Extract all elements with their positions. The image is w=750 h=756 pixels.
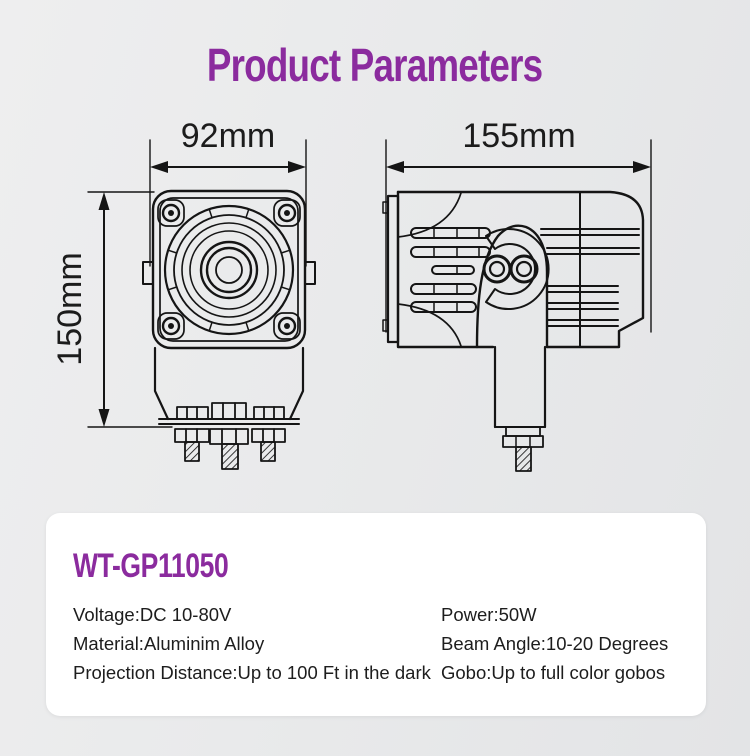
front-lens bbox=[165, 206, 293, 334]
side-housing bbox=[398, 192, 643, 347]
bracket-knobs bbox=[484, 256, 537, 282]
arrowhead-right-icon bbox=[633, 161, 651, 173]
side-front-bezel bbox=[383, 196, 398, 342]
arrowhead-up-icon bbox=[99, 192, 110, 210]
side-length-dimension-label: 155mm bbox=[462, 117, 576, 155]
model-line bbox=[73, 549, 679, 583]
front-width-dimension-label: 92mm bbox=[180, 117, 276, 155]
corner-screws bbox=[158, 200, 300, 339]
arrowhead-right-icon bbox=[288, 161, 306, 173]
spec-item-voltage: Voltage:DC 10-80V bbox=[73, 603, 232, 625]
spec-item-power: Power:50W bbox=[441, 603, 537, 625]
mounting-stem bbox=[495, 347, 545, 471]
product-spec-card bbox=[46, 513, 706, 716]
model-number: WT-GP11050 bbox=[73, 547, 229, 585]
spec-item-beam-angle: Beam Angle:10-20 Degrees bbox=[441, 632, 669, 654]
arrowhead-left-icon bbox=[386, 161, 404, 173]
side-view-drawing bbox=[383, 117, 651, 471]
page-title: Product Parameters bbox=[207, 39, 543, 91]
mounting-bracket bbox=[477, 226, 549, 471]
front-bottom-bolts bbox=[175, 403, 285, 469]
spec-item-projection-distance: Projection Distance:Up to 100 Ft in the dark bbox=[73, 661, 431, 683]
front-view-drawing bbox=[51, 117, 315, 469]
arrowhead-left-icon bbox=[150, 161, 168, 173]
front-height-dimension-label: 150mm bbox=[51, 252, 89, 366]
spec-list bbox=[73, 600, 679, 687]
arrowhead-down-icon bbox=[99, 409, 110, 427]
heatsink-fins-right bbox=[541, 229, 639, 326]
lens-ring-segments bbox=[168, 209, 290, 331]
spec-item-gobo: Gobo:Up to full color gobos bbox=[441, 661, 666, 683]
spec-item-material: Material:Aluminim Alloy bbox=[73, 632, 265, 654]
